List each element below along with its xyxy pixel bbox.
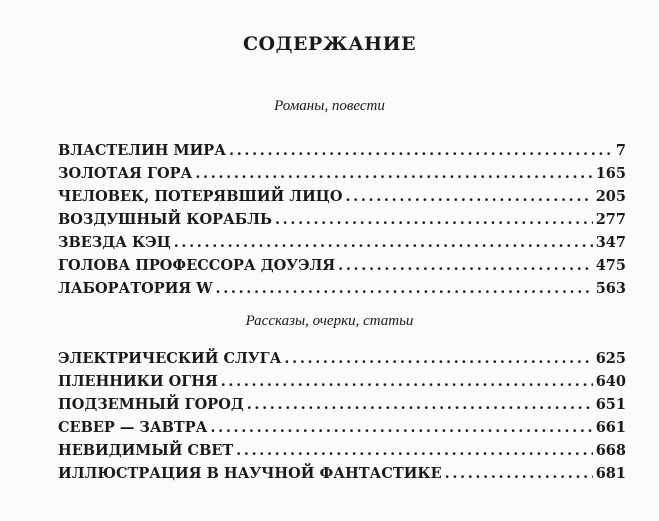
dot-leader: [345, 188, 592, 205]
toc-entry-title: СЕВЕР — ЗАВТРА: [58, 419, 208, 436]
dot-leader: [445, 465, 593, 482]
toc-entry[interactable]: [58, 165, 626, 188]
toc-entry[interactable]: [58, 234, 626, 257]
toc-entry[interactable]: [58, 142, 626, 165]
section-heading-novels: Романы, повести: [274, 98, 385, 114]
toc-entry-title: ЛАБОРАТОРИЯ W: [58, 280, 213, 297]
toc-entry[interactable]: [58, 442, 626, 465]
toc-list-novels: [58, 142, 626, 303]
toc-entry-page: 661: [595, 419, 626, 436]
toc-entry-title: ИЛЛЮСТРАЦИЯ В НАУЧНОЙ ФАНТАСТИКЕ: [58, 465, 442, 482]
toc-entry-page: 205: [595, 188, 626, 205]
toc-entry-page: 651: [595, 396, 626, 413]
toc-entry-title: ЗОЛОТАЯ ГОРА: [58, 165, 193, 182]
section-heading-stories: Рассказы, очерки, статьи: [245, 313, 414, 329]
toc-entry-page: 347: [595, 234, 626, 251]
toc-entry[interactable]: [58, 257, 626, 280]
dot-leader: [338, 257, 593, 274]
page-title: СОДЕРЖАНИЕ: [242, 33, 417, 55]
toc-entry-page: 165: [595, 165, 626, 182]
toc-entry[interactable]: [58, 211, 626, 234]
toc-entry-title: ГОЛОВА ПРОФЕССОРА ДОУЭЛЯ: [58, 257, 336, 274]
toc-entry-title: ВОЗДУШНЫЙ КОРАБЛЬ: [58, 211, 272, 228]
dot-leader: [275, 211, 593, 228]
toc-entry-page: 640: [595, 373, 626, 390]
dot-leader: [210, 419, 592, 436]
toc-entry[interactable]: [58, 350, 626, 373]
toc-entry-title: ЗВЕЗДА КЭЦ: [58, 234, 171, 251]
toc-entry[interactable]: [58, 465, 626, 488]
dot-leader: [174, 234, 593, 251]
toc-entry[interactable]: [58, 373, 626, 396]
dot-leader: [216, 280, 593, 297]
toc-list-stories: [58, 350, 626, 488]
toc-entry-title: ЭЛЕКТРИЧЕСКИЙ СЛУГА: [58, 350, 282, 367]
toc-entry-page: 475: [595, 257, 626, 274]
toc-entry-title: НЕВИДИМЫЙ СВЕТ: [58, 442, 234, 459]
toc-entry-title: ПОДЗЕМНЫЙ ГОРОД: [58, 396, 244, 413]
toc-entry[interactable]: [58, 188, 626, 211]
toc-entry-title: ПЛЕННИКИ ОГНЯ: [58, 373, 218, 390]
toc-entry-title: ВЛАСТЕЛИН МИРА: [58, 142, 227, 159]
dot-leader: [221, 373, 593, 390]
toc-entry-page: 681: [595, 465, 626, 482]
dot-leader: [236, 442, 593, 459]
dot-leader: [284, 350, 592, 367]
toc-entry-title: ЧЕЛОВЕК, ПОТЕРЯВШИЙ ЛИЦО: [58, 188, 343, 205]
dot-leader: [195, 165, 592, 182]
toc-entry[interactable]: [58, 419, 626, 442]
toc-entry-page: 7: [615, 142, 626, 159]
toc-entry-page: 625: [595, 350, 626, 367]
dot-leader: [229, 142, 613, 159]
toc-entry-page: 277: [595, 211, 626, 228]
toc-entry-page: 563: [595, 280, 626, 297]
toc-entry-page: 668: [595, 442, 626, 459]
toc-entry[interactable]: [58, 280, 626, 303]
dot-leader: [247, 396, 593, 413]
toc-entry[interactable]: [58, 396, 626, 419]
